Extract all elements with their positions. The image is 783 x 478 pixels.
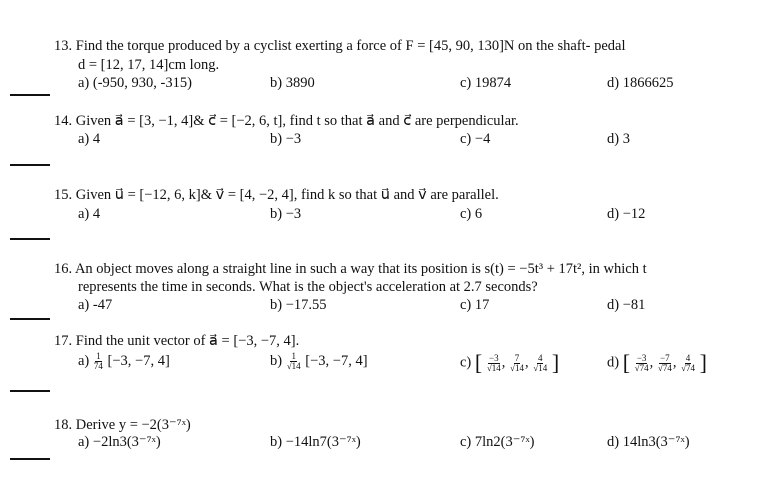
question-stem: Derive y = −2(3⁻⁷ˣ) [75,417,191,433]
answer-blank-15[interactable] [10,238,50,240]
option-d: d) [ $\frac{-3}{√74}$ , $\frac{-7}{√74}$ , $\frac{4}{√74}$ ] [607,350,707,375]
answer-blank-18[interactable] [10,458,50,460]
option-c: c) −4 [460,131,491,147]
option-d: d) −81 [607,297,646,313]
answer-blank-14[interactable] [10,164,50,166]
fraction: $\frac{-3}{√74}$ [634,352,649,373]
question-number: 13. [54,38,73,54]
question-number: 14. [54,113,73,129]
fraction: $\frac{1}{74}$ [93,351,103,371]
option-a: a) $\frac{1}{74}$ [−3, −7, 4] [78,351,170,371]
option-c: c) 19874 [460,75,512,91]
fraction: $\frac{4}{√14}$ [533,352,548,373]
option-d: d) 3 [607,131,630,147]
option-a: a) (-950, 930, -315) [78,75,192,91]
fraction: $\frac{1}{√14}$ [286,351,301,371]
question-stem: Given u⃗ = [−12, 6, k]& v⃗ = [4, −2, 4], find k so that u⃗ and v⃗ are parallel. [75,187,499,203]
question-14 [54,113,519,130]
question-stem: Given a⃗ = [3, −1, 4]& c⃗ = [−2, 6, t], find t so that a⃗ and c⃗ are perpendicular. [75,113,519,129]
option-c: c) 6 [460,206,483,222]
answer-blank-17[interactable] [10,390,50,392]
option-a: a) -47 [78,297,113,313]
answer-blank-16[interactable] [10,318,50,320]
question-stem: An object moves along a straight line in such a way that its position is s(t) = −5t³ + 17t², in which t [74,261,647,277]
option-b: b) −14ln7(3⁻⁷ˣ) [270,434,361,450]
option-b: b) 3890 [270,75,315,91]
question-stem: Find the unit vector of a⃗ = [−3, −7, 4]. [75,333,300,349]
option-b: b) −17.55 [270,297,327,313]
question-15 [54,187,499,204]
question-number: 16. [54,261,73,277]
option-b: b) −3 [270,131,302,147]
question-number: 17. [54,333,73,349]
option-d: d) 1866625 [607,75,674,91]
question-13 [54,38,626,55]
question-number: 15. [54,187,73,203]
option-c: c) 17 [460,297,490,313]
fraction: $\frac{-3}{√14}$ [486,352,501,373]
fraction: $\frac{-7}{√74}$ [657,352,672,373]
question-number: 18. [54,417,73,433]
option-b: b) $\frac{1}{√14}$ [−3, −7, 4] [270,351,368,371]
option-a: a) −2ln3(3⁻⁷ˣ) [78,434,161,450]
question-stem: Find the torque produced by a cyclist exerting a force of F = [45, 90, 130]N on the shaft- pedal [75,38,626,54]
question-18 [54,417,191,434]
option-c: c) [ $\frac{-3}{√14}$ , $\frac{7}{√14}$ , $\frac{4}{√14}$ ] [460,350,560,375]
option-c: c) 7ln2(3⁻⁷ˣ) [460,434,535,450]
question-16-stem-line2: represents the time in seconds. What is the object's acceleration at 2.7 seconds? [78,279,538,295]
question-17 [54,333,299,350]
option-a: a) 4 [78,131,101,147]
answer-blank-13[interactable] [10,94,50,96]
fraction: $\frac{7}{√14}$ [510,352,524,373]
fraction: $\frac{4}{√74}$ [681,352,696,373]
option-d: d) 14ln3(3⁻⁷ˣ) [607,434,690,450]
option-d: d) −12 [607,206,646,222]
question-13-stem-line2: d = [12, 17, 14]cm long. [78,57,220,73]
question-16 [54,261,647,278]
option-b: b) −3 [270,206,302,222]
option-a: a) 4 [78,206,101,222]
